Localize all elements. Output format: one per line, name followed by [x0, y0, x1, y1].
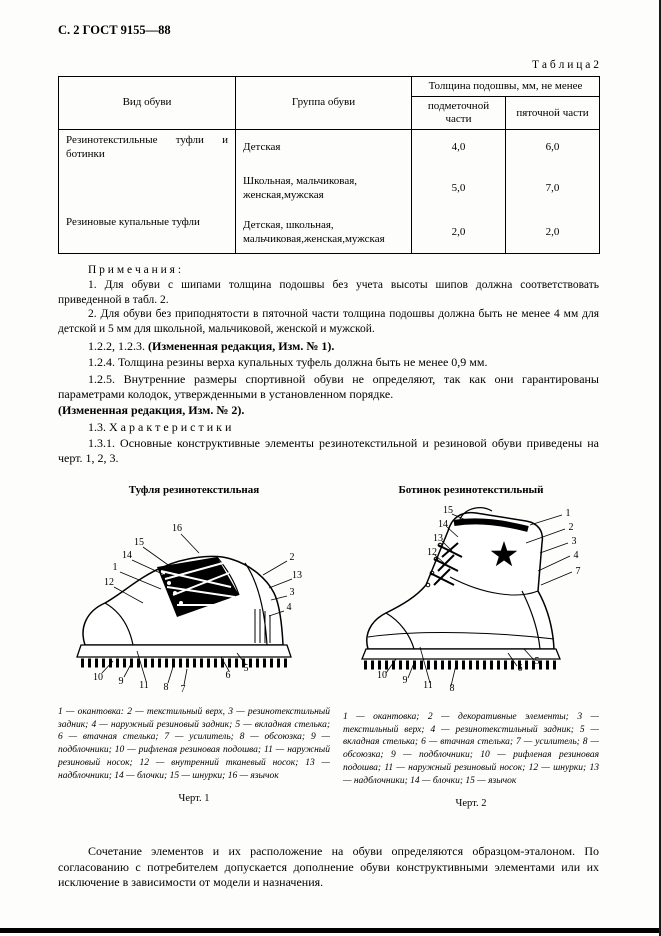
notes-block: [58, 263, 599, 337]
paragraph-1-2-2: [58, 339, 599, 354]
cell-podmet: 4,0: [412, 130, 506, 166]
cell-podmet: 5,0: [412, 166, 506, 212]
section-1-3-heading: 1.3. Х а р а к т е р и с т и к и: [88, 419, 232, 434]
fig2-callout-12: 12: [426, 546, 437, 558]
fig2-callout-2: 2: [568, 521, 573, 533]
fig2-callout-11: 11: [422, 679, 433, 691]
fig2-callout-3: 3: [571, 535, 576, 547]
table-label: Т а б л и ц а 2: [531, 59, 599, 71]
fig1-callout-12: 12: [104, 576, 114, 588]
note-item-1: 1. Для обуви с шипами толщина подошвы без учета высоты шипов должна соответствовать приведенной в табл. 2.: [58, 279, 599, 306]
fig2-callout-13: 13: [432, 532, 443, 544]
fig1-callout-4: 4: [286, 601, 292, 613]
cell-vid: Резиновые купальные туфли: [59, 212, 236, 254]
fig2-callout-15: 15: [442, 504, 453, 516]
fig1-callout-6: 6: [225, 669, 231, 681]
fig1-callout-13: 13: [292, 569, 302, 581]
col-header-thickness: Толщина подошвы, мм, не менее: [412, 76, 600, 96]
paragraph-1-3-1: 1.3.1. Основные конструктивные элементы резинотекстильной и резиновой обуви приведены на черт. 1, 2, 3.: [58, 436, 599, 466]
cell-group: Детская: [236, 130, 412, 166]
cell-vid: Резинотекстильные туфли и ботинки: [59, 130, 236, 212]
fig1-callout-8: 8: [163, 681, 169, 693]
fig1-callout-11: 11: [139, 679, 149, 691]
cell-pyat: 2,0: [506, 212, 600, 254]
fig1-callout-5: 5: [243, 662, 249, 674]
paragraphs-block: [58, 339, 599, 467]
fig2-callout-1: 1: [565, 507, 570, 519]
table-row: [59, 130, 600, 166]
cell-group: Школьная, мальчиковая, женская,мужская: [236, 166, 412, 212]
figure-2-title: Ботинок резинотекстильный: [398, 483, 544, 496]
fig1-callout-15: 15: [134, 536, 144, 548]
figure-2-caption: 1 — окантовка; 2 — декоративные элементы; 3 — текстильный верх; 4 — резинотекстильный задник; 5 — вкладная стелька; 6 — втачная стелька; 7 — усилитель; 8 — обсоюзка; 9 — подблочники; 10 — рифленая резиновая подошва; 11 — наружный резиновый носок; 12 — шнурки; 13 — надблочники; 14 — блочки; 15 — язычок: [343, 711, 599, 786]
note-item-2: 2. Для обуви без приподнятости в пяточной части толщина подошвы должна быть не менее 4 мм для детской и 5 мм для школьной, мальчиковой, женской и мужской.: [58, 308, 599, 336]
fig2-callout-5: 5: [534, 655, 539, 667]
paragraph-number: 1.2.2, 1.2.3.: [88, 338, 148, 353]
scan-edge-bottom: [0, 928, 661, 933]
fig1-callout-16: 16: [172, 522, 182, 534]
fig2-callout-7: 7: [575, 565, 580, 577]
document-page: [58, 22, 599, 890]
fig1-callout-9: 9: [118, 675, 124, 687]
fig2-callout-8: 8: [449, 682, 454, 694]
figure-1-caption: 1 — окантовка: 2 — текстильный верх, 3 — резинотекстильный задник; 4 — наружный резиновый задник; 5 — вкладная стелька; 6 — втачная стелька; 7 — усилитель; 8 — обсоюзка; 9 — подблочники; 10 — рифленая резиновая подошва; 11 — наружный резиновый носок; 12 — внутренний тканевый носок; 13 — надблочники; 14 — блочки; 15 — шнурки; 16 — язычок: [58, 706, 330, 781]
col-header-pyat: пяточной части: [506, 96, 600, 129]
cell-group: Детская, школьная, мальчиковая,женская,мужская: [236, 212, 412, 254]
figure-2: [343, 483, 599, 810]
paragraph-1-2-4: 1.2.4. Толщина резины верха купальных туфель должна быть не менее 0,9 мм.: [88, 355, 488, 370]
paragraph-1-2-5: 1.2.5. Внутренние размеры спортивной обуви не определяют, так как они гарантированы параметрами колодок, утвержденными в установленном порядке.: [58, 371, 599, 401]
fig2-callout-6: 6: [517, 662, 522, 674]
figure-1-title: Туфля резинотекстильная: [128, 483, 260, 496]
fig1-callout-10: 10: [93, 671, 103, 683]
page-header: С. 2 ГОСТ 9155—88: [58, 23, 171, 37]
amendment-note: (Измененная редакция, Изм. № 1).: [148, 338, 335, 353]
amendment-note-2: (Измененная редакция, Изм. № 2).: [58, 403, 245, 418]
figures-row: [58, 483, 599, 810]
fig1-callout-2: 2: [289, 551, 295, 563]
fig1-callout-14: 14: [122, 549, 132, 561]
fig1-callout-3: 3: [289, 586, 295, 598]
figure-2-label: Черт. 2: [455, 797, 487, 809]
fig1-callout-1: 1: [112, 561, 118, 573]
cell-pyat: 7,0: [506, 166, 600, 212]
table-2: [58, 76, 600, 255]
closing-paragraph: Сочетание элементов и их расположение на обуви определяются образцом-эталоном. По согласованию с потребителем допускается дополнение обуви конструктивными элементами или их исключение в зависимости от модели и назначения.: [58, 844, 599, 889]
cell-pyat: 6,0: [506, 130, 600, 166]
col-header-vid: Вид обуви: [59, 76, 236, 130]
figure-1: [58, 483, 330, 810]
fig2-callout-4: 4: [573, 549, 578, 561]
fig2-callout-14: 14: [437, 518, 448, 530]
notes-title: П р и м е ч а н и я :: [88, 264, 182, 277]
fig1-callout-7: 7: [180, 683, 186, 694]
fig2-callout-10: 10: [376, 669, 387, 681]
cell-podmet: 2,0: [412, 212, 506, 254]
fig2-callout-9: 9: [402, 674, 407, 686]
col-header-podmet: подметочной части: [412, 96, 506, 129]
shoe-drawing-boot: [354, 499, 589, 699]
shoe-drawing-low: [69, 499, 319, 694]
table-row: [59, 212, 600, 254]
figure-1-label: Черт. 1: [178, 792, 210, 804]
col-header-group: Группа обуви: [236, 76, 412, 130]
